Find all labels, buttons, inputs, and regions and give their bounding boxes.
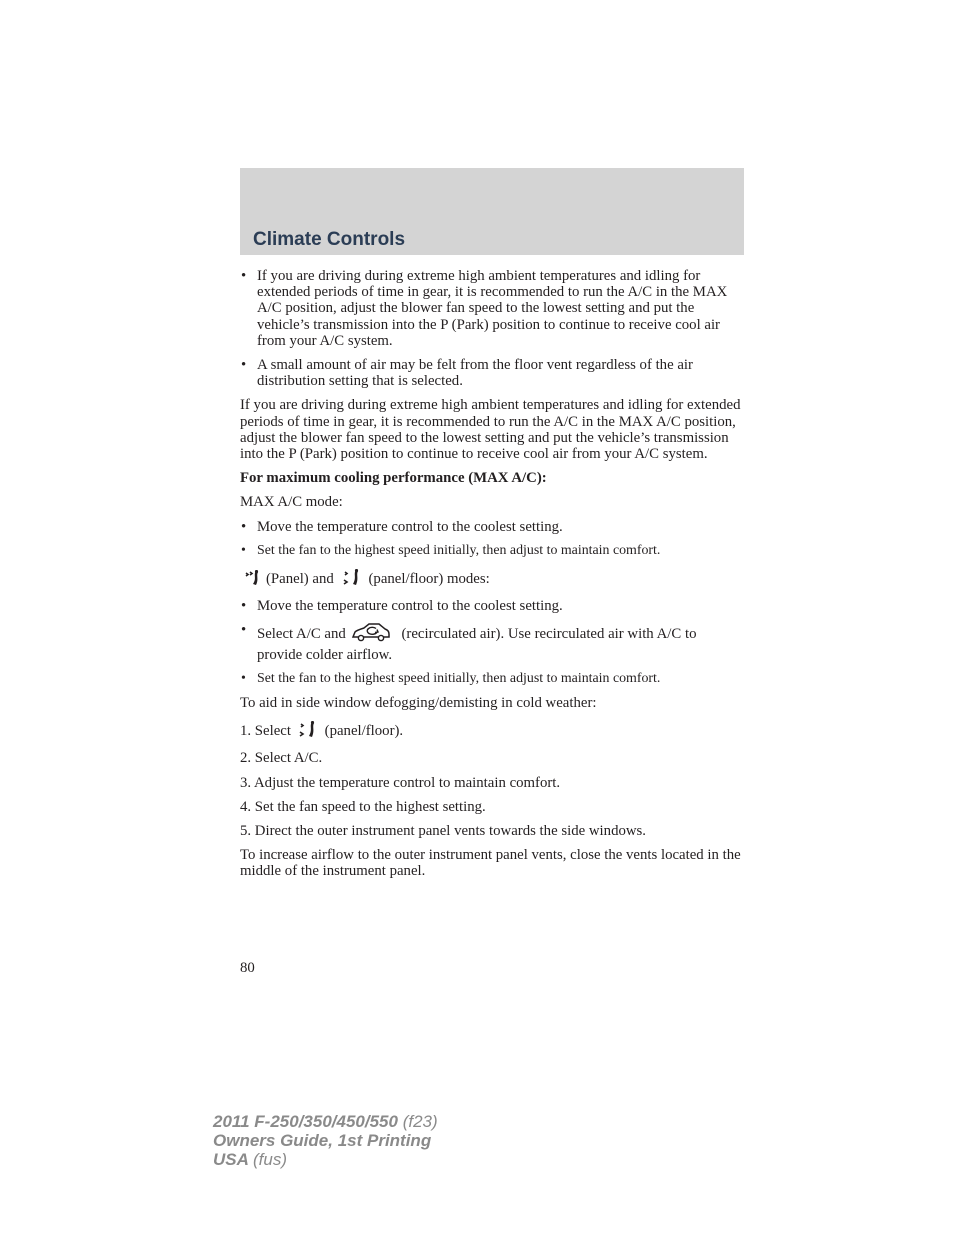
footer-model: 2011 F-250/350/450/550 (213, 1112, 398, 1131)
recirculated-air-icon (351, 622, 391, 646)
panel-modes-line (240, 569, 744, 590)
panel-floor-mode-text: (panel/floor) modes: (368, 571, 490, 588)
defog-step: 5. Direct the outer instrument panel vents towards the side windows. (240, 823, 647, 840)
panel-vent-icon (244, 570, 260, 590)
footer-line-printing: Owners Guide, 1st Printing (213, 1131, 432, 1150)
section-title: Climate Controls (253, 229, 406, 250)
panel-floor-vent-icon (343, 569, 361, 590)
panel-modes-bullet-list (240, 598, 744, 687)
defog-step-1-suffix: (panel/floor). (324, 723, 404, 740)
intro-bullet-list (240, 268, 744, 389)
list-item (240, 622, 744, 662)
page-number: 80 (240, 960, 255, 976)
footer-region-code: (fus) (253, 1150, 287, 1169)
defog-step: 3. Adjust the temperature control to maintain comfort. (240, 774, 561, 791)
list-item: • Set the fan to the highest speed initially, then adjust to maintain comfort. (240, 671, 744, 687)
select-ac-text: Select A/C and (257, 626, 346, 643)
page-content (240, 268, 744, 888)
footer-model-code: (f23) (402, 1112, 438, 1131)
panel-floor-vent-icon (299, 721, 317, 742)
max-ac-mode-label: MAX A/C mode: (240, 494, 343, 511)
section-header-band (240, 168, 744, 255)
list-item: • Move the temperature control to the coolest setting. (240, 519, 744, 535)
list-item: • Move the temperature control to the coolest setting. (240, 598, 744, 614)
panel-mode-text: (Panel) and (266, 571, 334, 588)
list-item: • If you are driving during extreme high ambient temperatures and idling for extended periods of time in gear, it is recommended to run the A/C in the MAX A/C position, adjust the blower fan speed to the lowest setting and put the vehicle’s transmission into the P (Park) position to continue to receive cool air from your A/C system. (240, 268, 744, 349)
list-item: • Set the fan to the highest speed initially, then adjust to maintain comfort. (240, 543, 744, 559)
max-cooling-heading: For maximum cooling performance (MAX A/C): (240, 470, 547, 487)
extreme-temperature-paragraph: If you are driving during extreme high ambient temperatures and idling for extended periods of time in gear, it is recommended to run the A/C in the MAX A/C position, adjust the blower fan speed to the lowest setting and put the vehicle’s transmission into the P (Park) position to continue to receive cool air from your A/C system. (240, 397, 741, 463)
recirculated-air-text: (recirculated air). Use recirculated air with A/C to provide colder airflow. (257, 626, 697, 663)
defog-step-1 (240, 721, 744, 742)
footer-region: USA (213, 1150, 249, 1169)
defog-step: 4. Set the fan speed to the highest setting. (240, 798, 486, 815)
max-ac-bullet-list (240, 519, 744, 559)
list-item: • A small amount of air may be felt from the floor vent regardless of the air distribution setting that is selected. (240, 357, 744, 389)
airflow-paragraph: To increase airflow to the outer instrument panel vents, close the vents located in the middle of the instrument panel. (240, 847, 741, 880)
footer-line-model (213, 1112, 438, 1131)
footer-line-region (213, 1150, 438, 1169)
defog-step: 2. Select A/C. (240, 750, 323, 767)
defog-step-1-prefix: 1. Select (240, 723, 291, 740)
document-footer (213, 1112, 438, 1169)
defog-intro: To aid in side window defogging/demisting in cold weather: (240, 695, 597, 712)
